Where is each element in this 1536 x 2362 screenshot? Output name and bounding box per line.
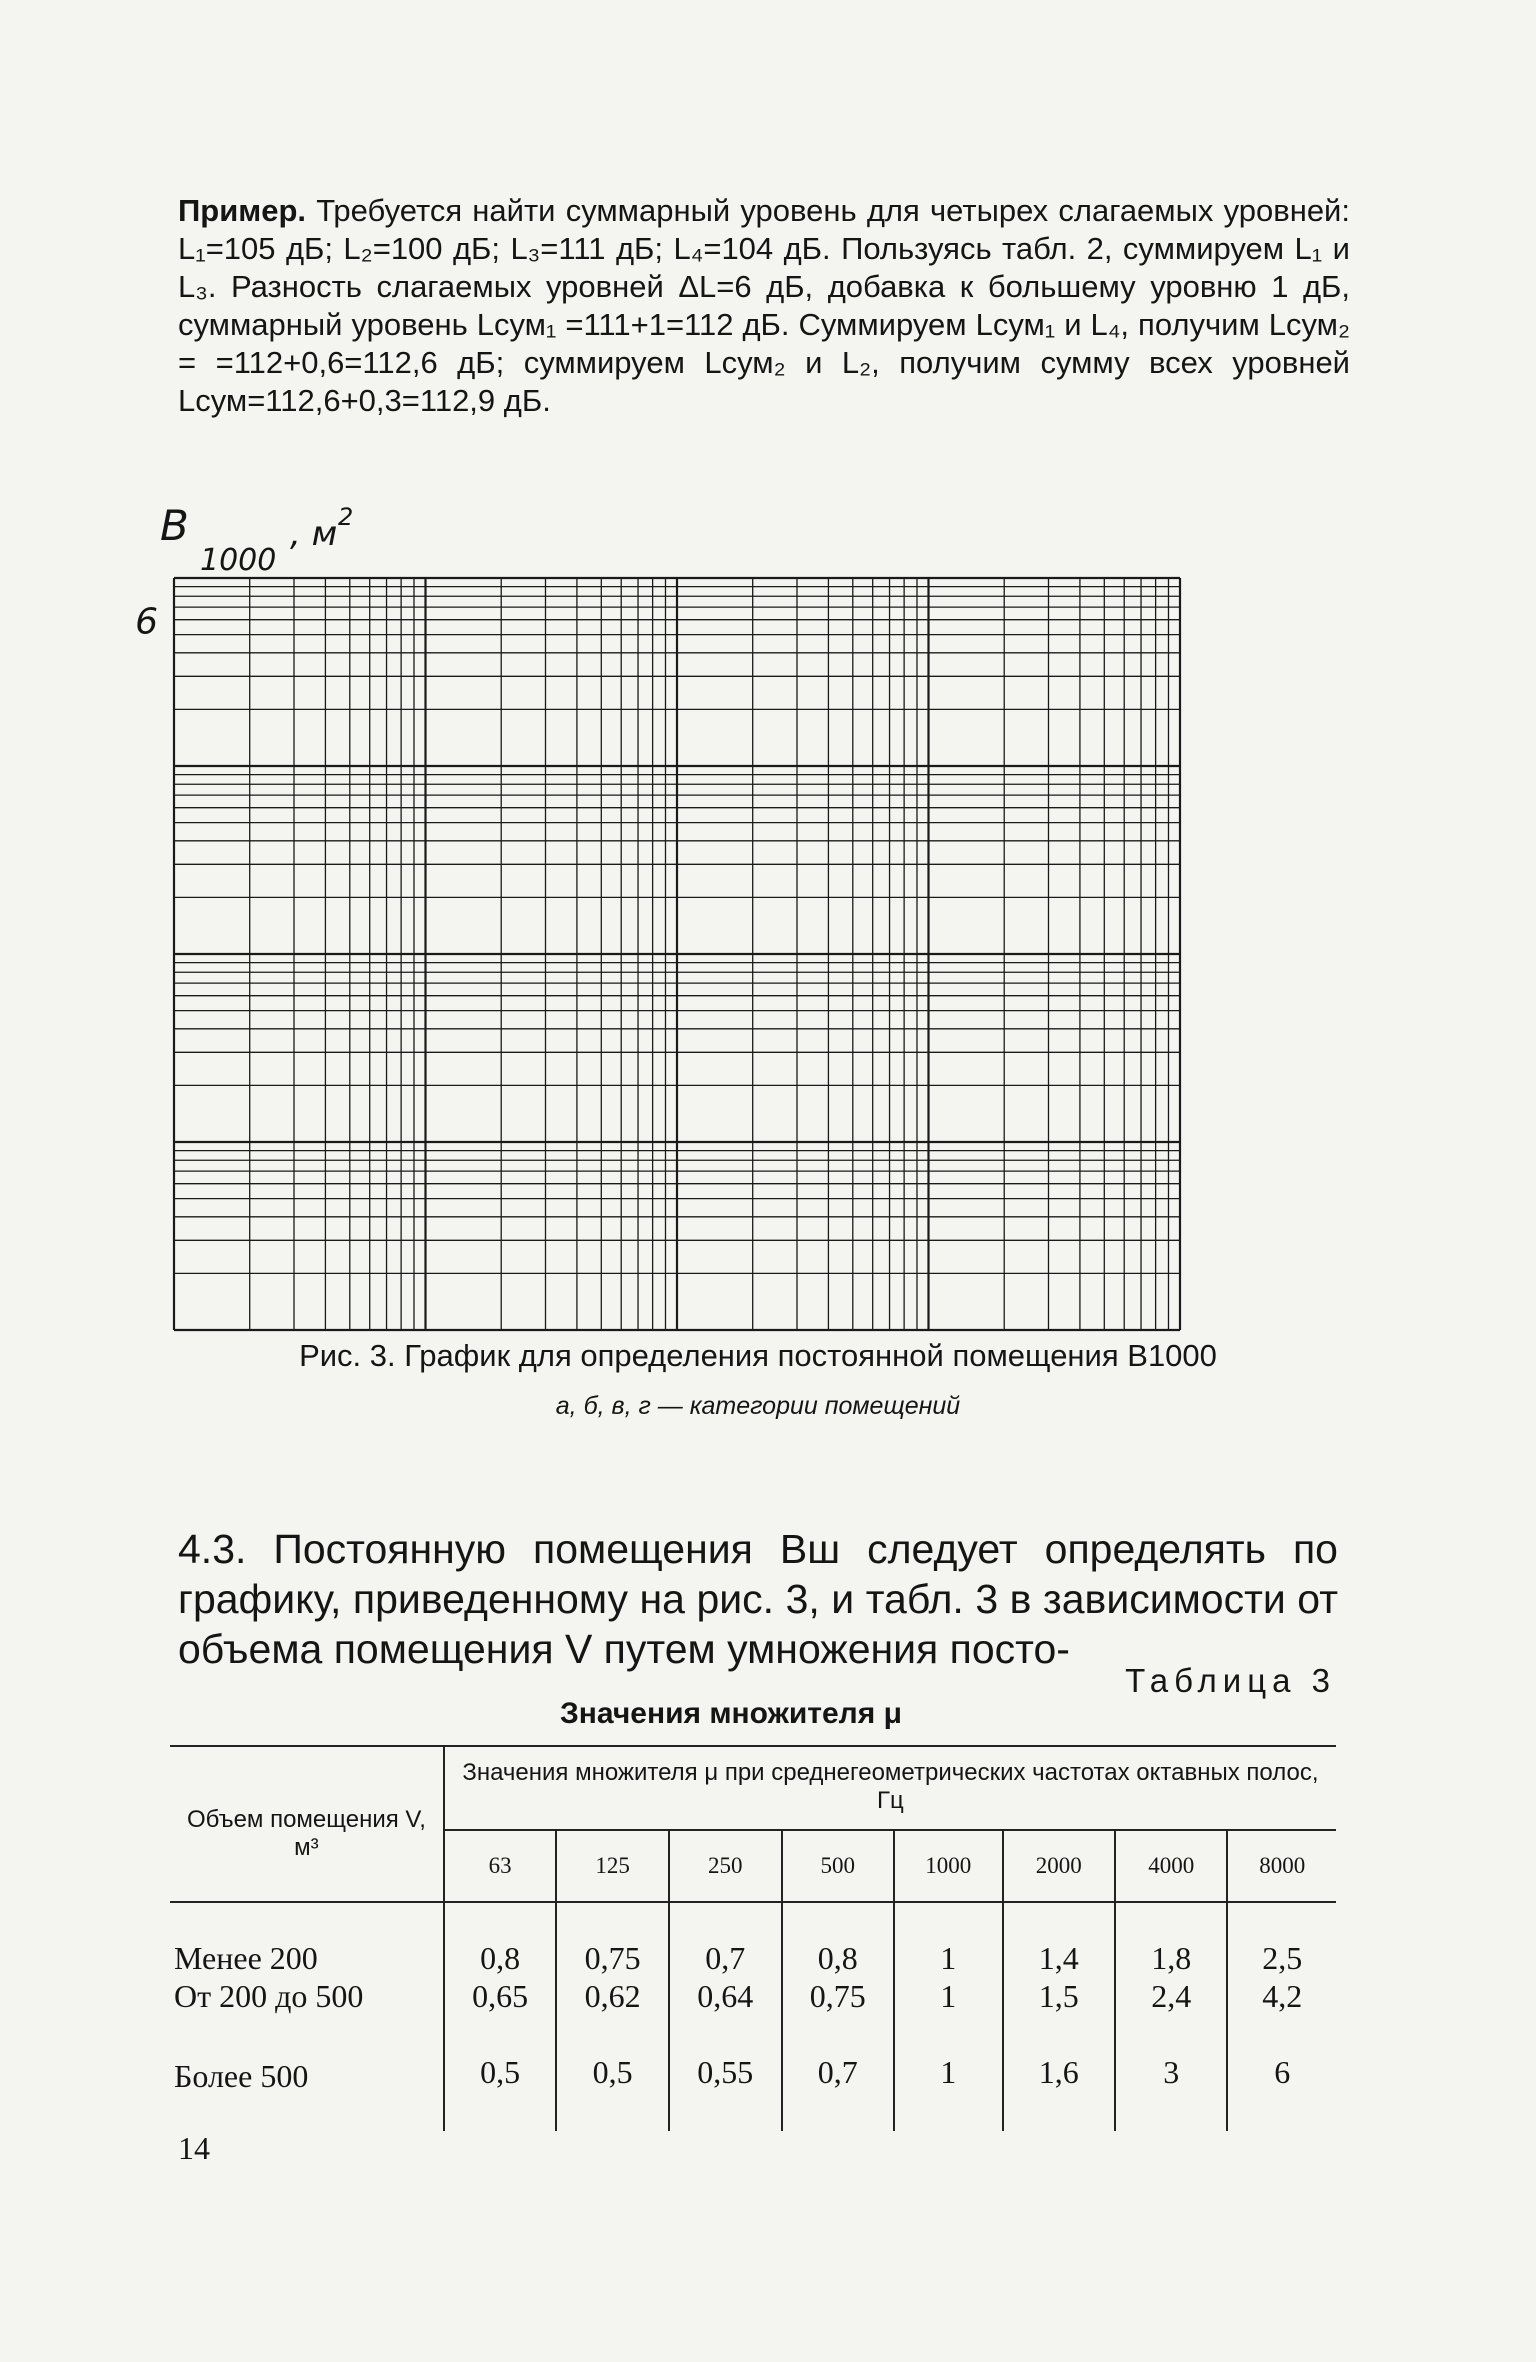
table-cell: 0,55 xyxy=(669,2053,782,2131)
table-title: Значения множителя μ xyxy=(560,1697,902,1730)
table-cell: 0,8 xyxy=(444,1902,557,1977)
y-axis-title-b: B xyxy=(160,501,189,550)
y-axis-title-exp: 2 xyxy=(338,503,354,531)
table-cell: 2,5 xyxy=(1227,1902,1336,1977)
table-cell: 6 xyxy=(1227,2053,1336,2131)
table-cell: 0,5 xyxy=(556,2053,669,2131)
table-cell: 0,7 xyxy=(782,2053,895,2131)
section-4-3 xyxy=(178,1524,1338,1674)
freq-header-4000: 4000 xyxy=(1115,1830,1227,1902)
table-cell: 3 xyxy=(1115,2053,1227,2131)
freq-header-1000: 1000 xyxy=(894,1830,1003,1902)
table-cell: 0,5 xyxy=(444,2053,557,2131)
freq-header-63: 63 xyxy=(444,1830,557,1902)
freq-header-2000: 2000 xyxy=(1003,1830,1115,1902)
figure-subcaption: а, б, в, г — категории помещений xyxy=(555,1392,961,1420)
section-text: Постоянную помещения Bш следует определять по графику, приведенному на рис. 3, и табл. 3 в зависимости от объема помещения V путем умножения посто- xyxy=(178,1526,1338,1672)
table-row xyxy=(170,1902,1336,1977)
section-number: 4.3. xyxy=(178,1526,247,1572)
table-cell: 0,64 xyxy=(669,1977,782,2053)
freq-header-250: 250 xyxy=(669,1830,782,1902)
col-header-volume: Объем помещения V, м³ xyxy=(170,1746,444,1902)
y-axis-title-unit: , м xyxy=(290,514,338,554)
mu-table xyxy=(170,1745,1336,2131)
y-tick-label: 6 xyxy=(135,601,158,643)
table-cell: 0,62 xyxy=(556,1977,669,2053)
chart-axis-labels xyxy=(135,501,353,643)
mu-table-body xyxy=(170,1902,1336,2131)
freq-header-8000: 8000 xyxy=(1227,1830,1336,1902)
freq-header-500: 500 xyxy=(782,1830,895,1902)
row-label: От 200 до 500 xyxy=(174,1978,364,2014)
table-cell: 2,4 xyxy=(1115,1977,1227,2053)
chart-grid xyxy=(174,578,1180,1330)
b1000-chart xyxy=(135,490,1360,1320)
table-cell: 4,2 xyxy=(1227,1977,1336,2053)
y-axis-title-sub: 1000 xyxy=(200,543,277,578)
table-cell: 0,7 xyxy=(669,1902,782,1977)
table-label: Таблица 3 xyxy=(1125,1662,1336,1699)
figure-caption: Рис. 3. График для определения постоянной помещения B1000 xyxy=(299,1338,1217,1373)
table-cell: 0,8 xyxy=(782,1902,895,1977)
example-paragraph xyxy=(178,192,1350,420)
example-text: Требуется найти суммарный уровень для четырех слагаемых уровней: L₁=105 дБ; L₂=100 дБ; L₃=111 дБ; L₄=104 дБ. Пользуясь табл. 2, суммируем L₁ и L₃. Разность слагаемых уровней ΔL=6 дБ, добавка к большему уровню 1 дБ, суммарный уровень Lсум₁ =111+1=112 дБ. Суммируем Lсум₁ и L₄, получим Lсум₂ = =112+0,6=112,6 дБ; суммируем Lсум₂ и L₂, получим сумму всех уровней Lсум=112,6+0,3=112,9 дБ. xyxy=(178,193,1350,418)
table-row xyxy=(170,2053,1336,2131)
table-cell: 1,6 xyxy=(1003,2053,1115,2131)
table-cell: 1,5 xyxy=(1003,1977,1115,2053)
table-cell: 0,75 xyxy=(556,1902,669,1977)
row-label: Менее 200 xyxy=(174,1940,318,1976)
table-cell: 1 xyxy=(894,2053,1003,2131)
table-cell: 1,4 xyxy=(1003,1902,1115,1977)
table-cell: 1 xyxy=(894,1977,1003,2053)
col-header-group: Значения множителя μ при среднегеометрических частотах октавных полос, Гц xyxy=(444,1746,1336,1830)
table-cell: 0,65 xyxy=(444,1977,557,2053)
table-row xyxy=(170,1977,1336,2053)
row-label: Более 500 xyxy=(174,2058,309,2094)
table-cell: 1 xyxy=(894,1902,1003,1977)
table-cell: 1,8 xyxy=(1115,1902,1227,1977)
page-number: 14 xyxy=(178,2130,210,2166)
example-lead: Пример. xyxy=(178,193,306,228)
table-cell: 0,75 xyxy=(782,1977,895,2053)
freq-header-125: 125 xyxy=(556,1830,669,1902)
